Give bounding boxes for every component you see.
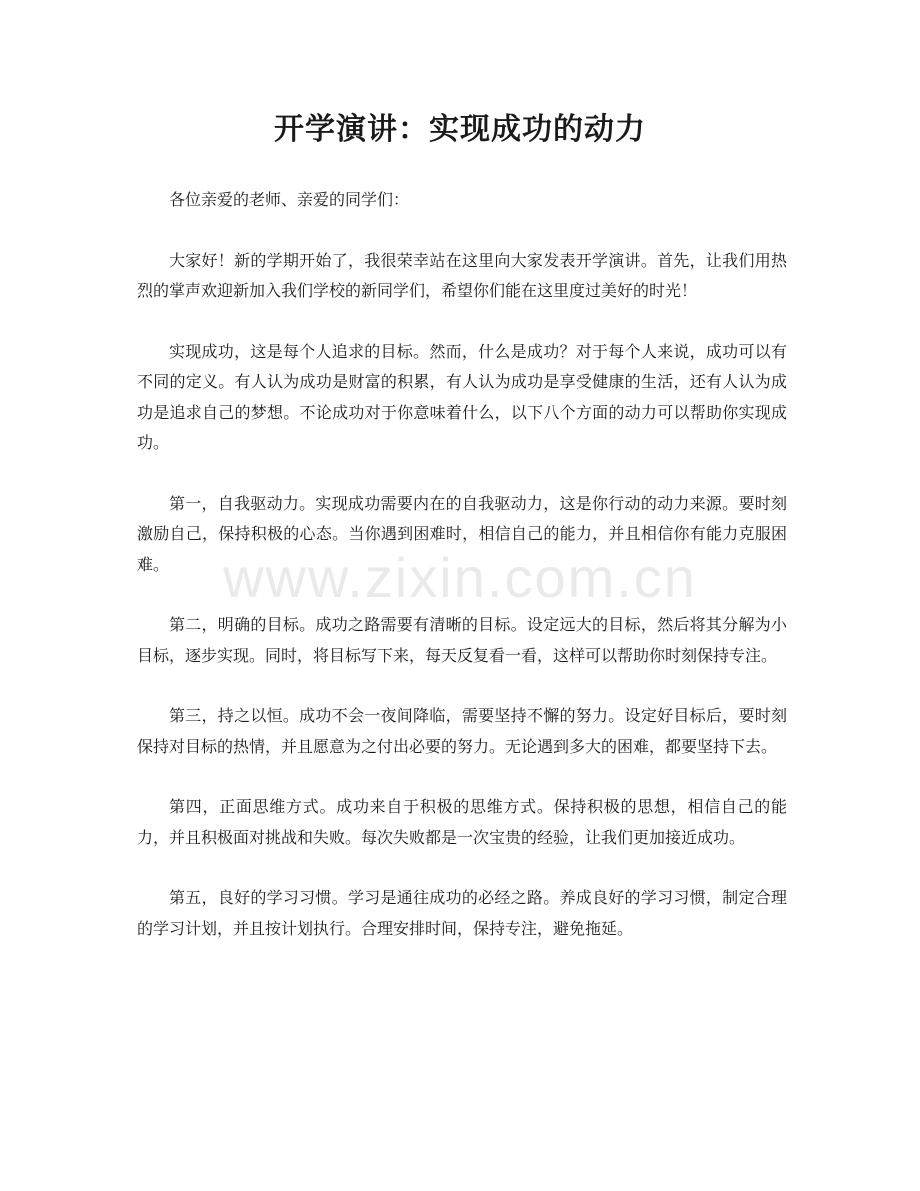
paragraph-intro: 实现成功，这是每个人追求的目标。然而，什么是成功？对于每个人来说，成功可以有不同的定义。有人认为成功是财富的积累，有人认为成功是享受健康的生活，还有人认为成功是追求自己的梦想。不论成功对于你意味着什么，以下八个方面的动力可以帮助你实现成功。	[137, 341, 787, 452]
watermark: www.zixin.com.cn	[223, 546, 697, 609]
paragraph-point-4: 第四，正面思维方式。成功来自于积极的思维方式。保持积极的思想，相信自己的能力，并且积极面对挑战和失败。每次失败都是一次宝贵的经验，让我们更加接近成功。	[137, 797, 787, 847]
paragraph-point-1: 第一，自我驱动力。实现成功需要内在的自我驱动力，这是你行动的动力来源。要时刻激励自己，保持积极的心态。当你遇到困难时，相信自己的能力，并且相信你有能力克服困难。	[137, 493, 787, 574]
document-body	[137, 185, 787, 974]
paragraph-greeting: 各位亲爱的老师、亲爱的同学们：	[169, 190, 410, 209]
paragraph-point-2: 第二，明确的目标。成功之路需要有清晰的目标。设定远大的目标，然后将其分解为小目标，逐步实现。同时，将目标写下来，每天反复看一看，这样可以帮助你时刻保持专注。	[137, 615, 787, 665]
paragraph-welcome: 大家好！新的学期开始了，我很荣幸站在这里向大家发表开学演讲。首先，让我们用热烈的掌声欢迎新加入我们学校的新同学们，希望你们能在这里度过美好的时光！	[137, 250, 787, 300]
paragraph-point-5: 第五，良好的学习习惯。学习是通往成功的必经之路。养成良好的学习习惯，制定合理的学习计划，并且按计划执行。合理安排时间，保持专注，避免拖延。	[137, 888, 787, 938]
document-title: 开学演讲：实现成功的动力	[274, 112, 646, 147]
paragraph-point-3: 第三，持之以恒。成功不会一夜间降临，需要坚持不懈的努力。设定好目标后，要时刻保持对目标的热情，并且愿意为之付出必要的努力。无论遇到多大的困难，都要坚持下去。	[137, 706, 787, 756]
